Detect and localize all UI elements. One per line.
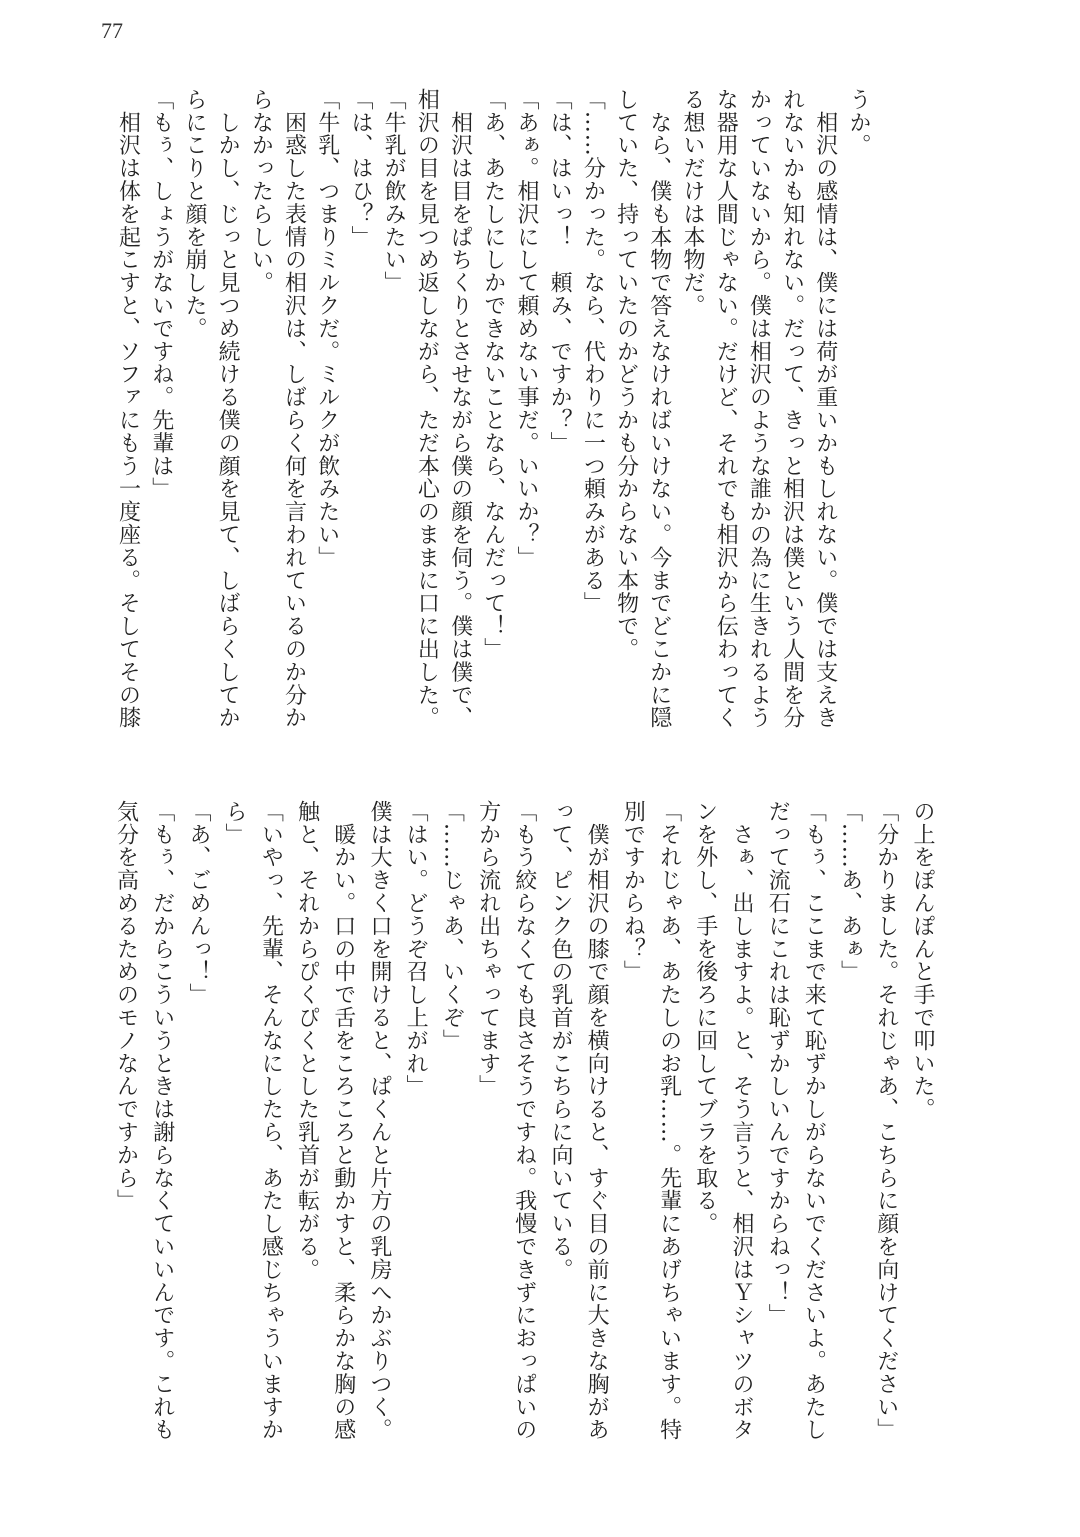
text-line: 「……あ、あぁ」 [837,800,863,984]
text-line: 「もぅ、だからこういうときは謝らなくていいんです。これも [149,800,175,1442]
text-line: 「牛乳、つまりミルクだ。ミルクが飲みたい」 [314,88,340,569]
text-line: 僕は大きく口を開けると、ぱくんと片方の乳房へかぶりつく。 [366,800,392,1442]
text-line: って、ピンク色の乳首がこちらに向いている。 [547,800,573,1281]
text-line: る想いだけは本物だ。 [679,88,705,317]
text-line: 「……分かった。なら、代わりに一つ頼みがある」 [580,88,606,615]
text-line: 相沢は目をぱちくりとさせながら僕の顔を伺う。僕は僕で、 [447,88,473,730]
text-line: の上をぽんぽんと手で叩いた。 [910,800,935,1121]
text-line: 「あぁ。相沢にして頼めない事だ。いいか？」 [513,88,539,569]
text-line: 「は、はいっ！ 頼み、ですか？」 [547,88,573,455]
text-block-top [111,88,875,729]
text-line: さぁ、出しますよ。と、そう言うと、相沢はＹシャツのボタ [728,800,754,1442]
text-line: 「牛乳が飲みたい」 [381,88,407,295]
text-line: 困惑した表情の相沢は、しばらく何を言われているのか分か [281,88,307,730]
text-line: なら、僕も本物で答えなければいけない。今までどこかに隠 [646,88,672,730]
text-line: だって流石にこれは恥ずかしいんですからねっ！」 [765,800,791,1327]
text-line: 「はい。どうぞ召し上がれ」 [403,800,429,1098]
text-line: らなかったらしい。 [248,88,274,295]
page-number: 77 [101,18,123,43]
text-line: れないかも知れない。だって、きっと相沢は僕という人間を分 [779,88,805,730]
text-line: 相沢の感情は、僕には荷が重いかもしれない。僕では支えき [812,88,838,730]
text-line: 僕が相沢の膝で顔を横向けると、すぐ目の前に大きな胸があ [584,800,610,1442]
text-line: 「それじゃあ、あたしのお乳……。先輩にあげちゃいます。特 [656,800,682,1442]
text-line: 「あ、あたしにしかできないことなら、なんだって！」 [480,88,506,661]
text-line: 別ですからね？」 [620,800,646,984]
text-line: 「いやっ、先輩、そんなにしたら、あたし感じちゃういますか [258,800,284,1442]
text-line: 「は、はひ？」 [347,88,373,249]
text-line: 「もう絞らなくても良さそうですね。我慢できずにおっぱいの [511,800,537,1442]
text-line: 「もぅ、しょうがないですね。先輩は」 [148,88,174,501]
text-line: 「あ、ごめんっ！」 [185,800,211,1007]
text-line: ら」 [222,800,248,846]
text-line: 触と、それからぴくぴくとした乳首が転がる。 [294,800,320,1281]
text-line: 相沢は体を起こすと、ソファにもう一度座る。そしてその膝 [115,88,141,730]
text-line: していた、持っていたのかどうかも分からない本物で。 [613,88,639,661]
text-line: かっていないから。僕は相沢のような誰かの為に生きれるよう [746,88,772,730]
text-line: 気分を高めるためのモノなんですから」 [113,800,139,1213]
text-line: 「……じゃあ、いくぞ」 [439,800,465,1052]
text-line: ンを外し、手を後ろに回してブラを取る。 [692,800,718,1236]
text-line: 「分かりました。それじゃあ、こちらに顔を向けてください」 [873,800,899,1442]
text-line: 「もぅ、ここまで来て恥ずかしがらないでくださいよ。あたし [801,800,827,1442]
text-line: 暖かい。口の中で舌をころころと動かすと、柔らかな胸の感 [330,800,356,1442]
text-line: らにこりと顔を崩した。 [181,88,207,340]
text-line: しかし、じっと見つめ続ける僕の顔を見て、しばらくしてか [215,88,241,730]
text-block-bottom [107,800,940,1441]
text-line: うか。 [846,88,871,157]
text-line: 方から流れ出ちゃってます」 [475,800,501,1098]
text-line: 相沢の目を見つめ返しながら、ただ本心のままに口に出した。 [414,88,440,730]
text-line: な器用な人間じゃない。だけど、それでも相沢から伝わってく [713,88,739,730]
